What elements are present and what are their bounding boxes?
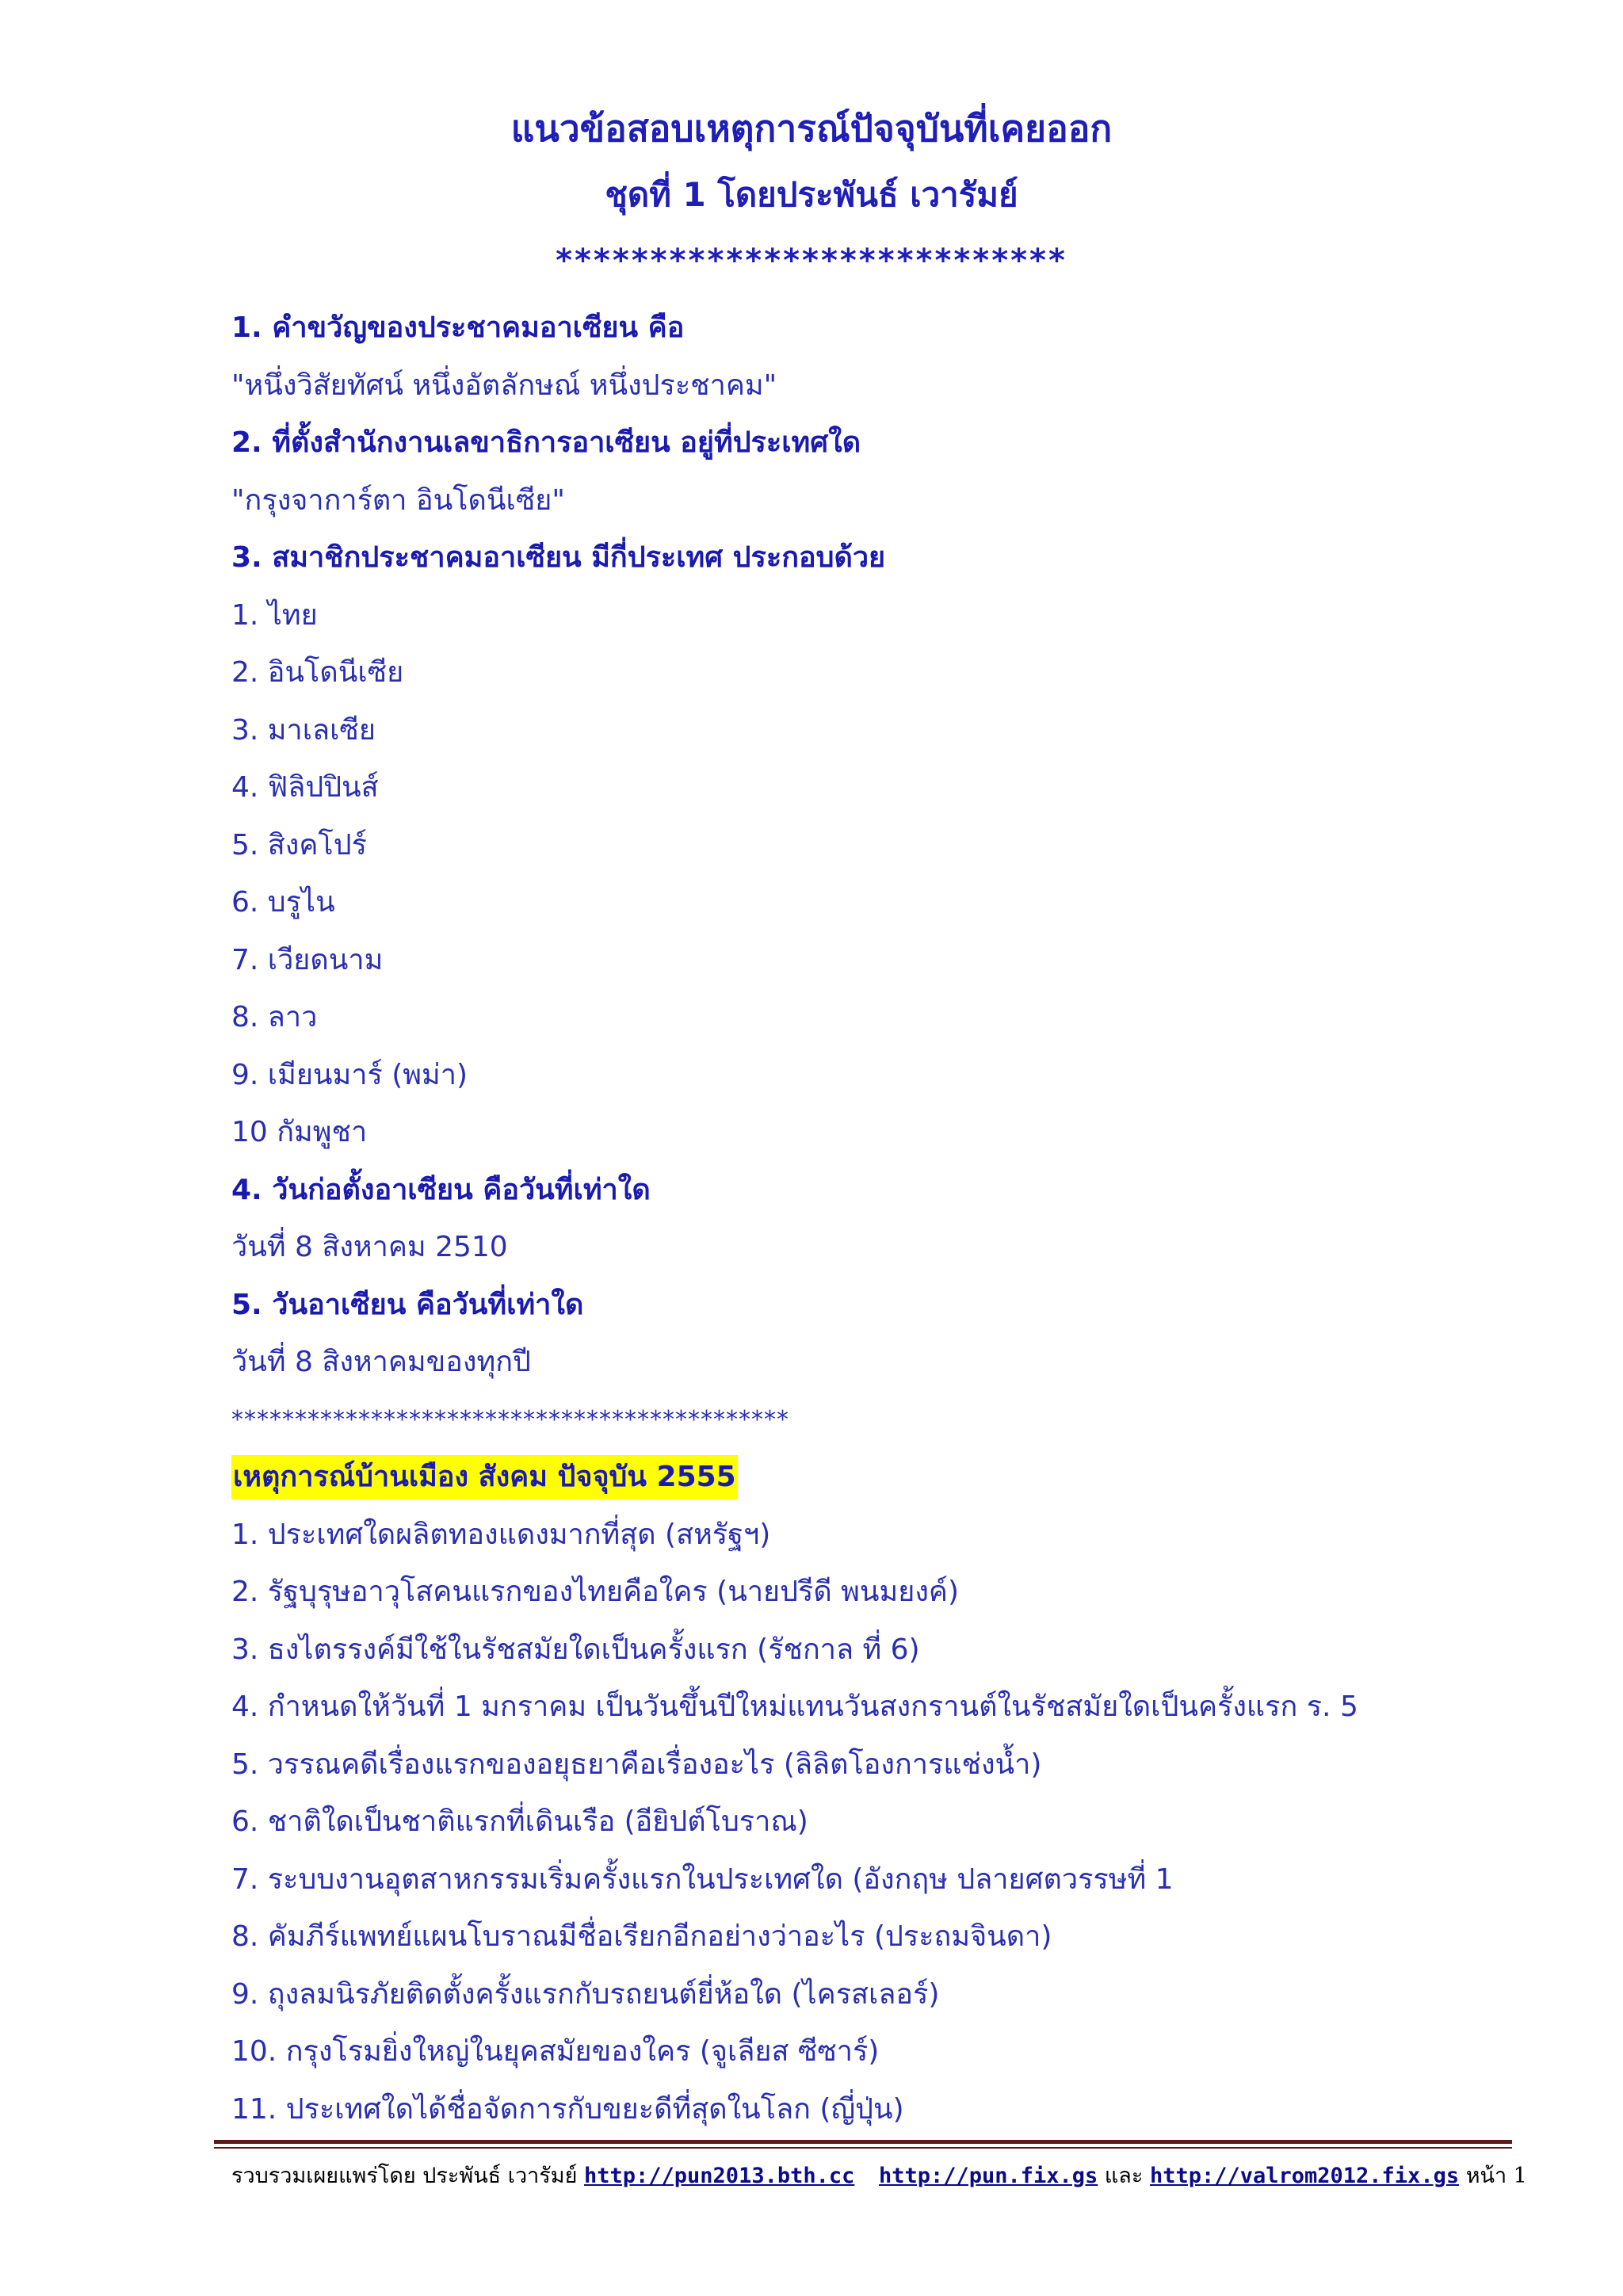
document-body bbox=[231, 300, 1579, 2138]
title-separator: *************************** bbox=[556, 243, 1067, 279]
question-heading: 3. สมาชิกประชาคมอาเซียน มีกี่ประเทศ ประกอบด้วย bbox=[231, 541, 886, 574]
footer-divider-thin bbox=[214, 2147, 1512, 2149]
page-number: หน้า 1 bbox=[1465, 2164, 1527, 2188]
section-heading-text: เหตุการณ์บ้านเมือง สังคม ปัจจุบัน 2555 bbox=[231, 1455, 738, 1499]
answer-line: 4. กำหนดให้วันที่ 1 มกราคม เป็นวันขึ้นปีใหม่แทนวันสงกรานต์ในรัชสมัยใดเป็นครั้งแรก ร. 5 bbox=[231, 1690, 1358, 1723]
footer-link-pun-fix[interactable]: http://pun.fix.gs bbox=[878, 2164, 1098, 2188]
page-subtitle: ชุดที่ 1 โดยประพันธ์ เวารัมย์ bbox=[605, 175, 1018, 214]
answer-line: 3. ธงไตรรงค์มีใช้ในรัชสมัยใดเป็นครั้งแรก (รัชกาล ที่ 6) bbox=[231, 1633, 920, 1666]
answer-line: 3. มาเลเซีย bbox=[231, 713, 376, 747]
question-heading: 5. วันอาเซียน คือวันที่เท่าใด bbox=[231, 1288, 584, 1321]
answer-line: 2. รัฐบุรุษอาวุโสคนแรกของไทยคือใคร (นายปรีดี พนมยงค์) bbox=[231, 1576, 960, 1608]
footer-and: และ bbox=[1104, 2164, 1144, 2188]
footer-divider bbox=[214, 2140, 1512, 2144]
answer-line: 2. อินโดนีเซีย bbox=[231, 656, 404, 689]
answer-line: 8. คัมภีร์แพทย์แผนโบราณมีชื่อเรียกอีกอย่างว่าอะไร (ประถมจินดา) bbox=[231, 1920, 1052, 1953]
section-heading bbox=[231, 1449, 1579, 1507]
answer-line: 5. วรรณคดีเรื่องแรกของอยุธยาคือเรื่องอะไร (ลิลิตโองการแช่งน้ำ) bbox=[231, 1748, 1042, 1781]
page-title: แนวข้อสอบเหตุการณ์ปัจจุบันที่เคยออก bbox=[510, 107, 1113, 150]
footer-link-pun2013[interactable]: http://pun2013.bth.cc bbox=[584, 2164, 855, 2188]
question-heading: 4. วันก่อตั้งอาเซียน คือวันที่เท่าใด bbox=[231, 1173, 651, 1206]
answer-line: 10. กรุงโรมยิ่งใหญ่ในยุคสมัยของใคร (จูเลียส ซีซาร์) bbox=[231, 2035, 880, 2068]
question-heading: 1. คำขวัญของประชาคมอาเซียน คือ bbox=[231, 311, 685, 344]
answer-line: วันที่ 8 สิงหาคมของทุกปี bbox=[231, 1346, 531, 1378]
answer-line: 1. ไทย bbox=[231, 598, 318, 632]
answer-line: 7. ระบบงานอุตสาหกรรมเริ่มครั้งแรกในประเทศใด (อังกฤษ ปลายศตวรรษที่ 1 bbox=[231, 1862, 1174, 1896]
answer-line: "กรุงจาการ์ตา อินโดนีเซีย" bbox=[231, 483, 565, 517]
answer-line: 6. บรูไน bbox=[231, 886, 335, 919]
answer-line: 9. ถุงลมนิรภัยติดตั้งครั้งแรกกับรถยนต์ยี่ห้อใด (ไครสเลอร์) bbox=[231, 1977, 940, 2011]
answer-line: 11. ประเทศใดได้ชื่อจัดการกับขยะดีที่สุดในโลก (ญี่ปุ่น) bbox=[231, 2092, 904, 2126]
answer-line: 10 กัมพูชา bbox=[231, 1116, 368, 1148]
answer-line: 6. ชาติใดเป็นชาติแรกที่เดินเรือ (อียิปต์โบราณ) bbox=[231, 1805, 808, 1838]
answer-line: 8. ลาว bbox=[231, 1001, 318, 1033]
answer-line: 4. ฟิลิปปินส์ bbox=[231, 771, 379, 804]
question-heading: 2. ที่ตั้งสำนักงานเลขาธิการอาเซียน อยู่ที่ประเทศใด bbox=[231, 426, 861, 459]
answer-line: 9. เมียนมาร์ (พม่า) bbox=[231, 1058, 468, 1091]
answer-line: 1. ประเทศใดผลิตทองแดงมากที่สุด (สหรัฐฯ) bbox=[231, 1518, 771, 1551]
answer-line: "หนึ่งวิสัยทัศน์ หนึ่งอัตลักษณ์ หนึ่งประชาคม" bbox=[231, 369, 777, 402]
footer-prefix: รวบรวมเผยแพร่โดย ประพันธ์ เวารัมย์ bbox=[231, 2164, 578, 2188]
answer-line: วันที่ 8 สิงหาคม 2510 bbox=[231, 1231, 508, 1263]
page-footer bbox=[231, 2159, 1527, 2194]
footer-link-valrom2012[interactable]: http://valrom2012.fix.gs bbox=[1149, 2164, 1460, 2188]
answer-line: 5. สิงคโปร์ bbox=[231, 828, 367, 861]
section-separator: ******************************************** bbox=[231, 1405, 789, 1434]
answer-line: 7. เวียดนาม bbox=[231, 943, 384, 976]
